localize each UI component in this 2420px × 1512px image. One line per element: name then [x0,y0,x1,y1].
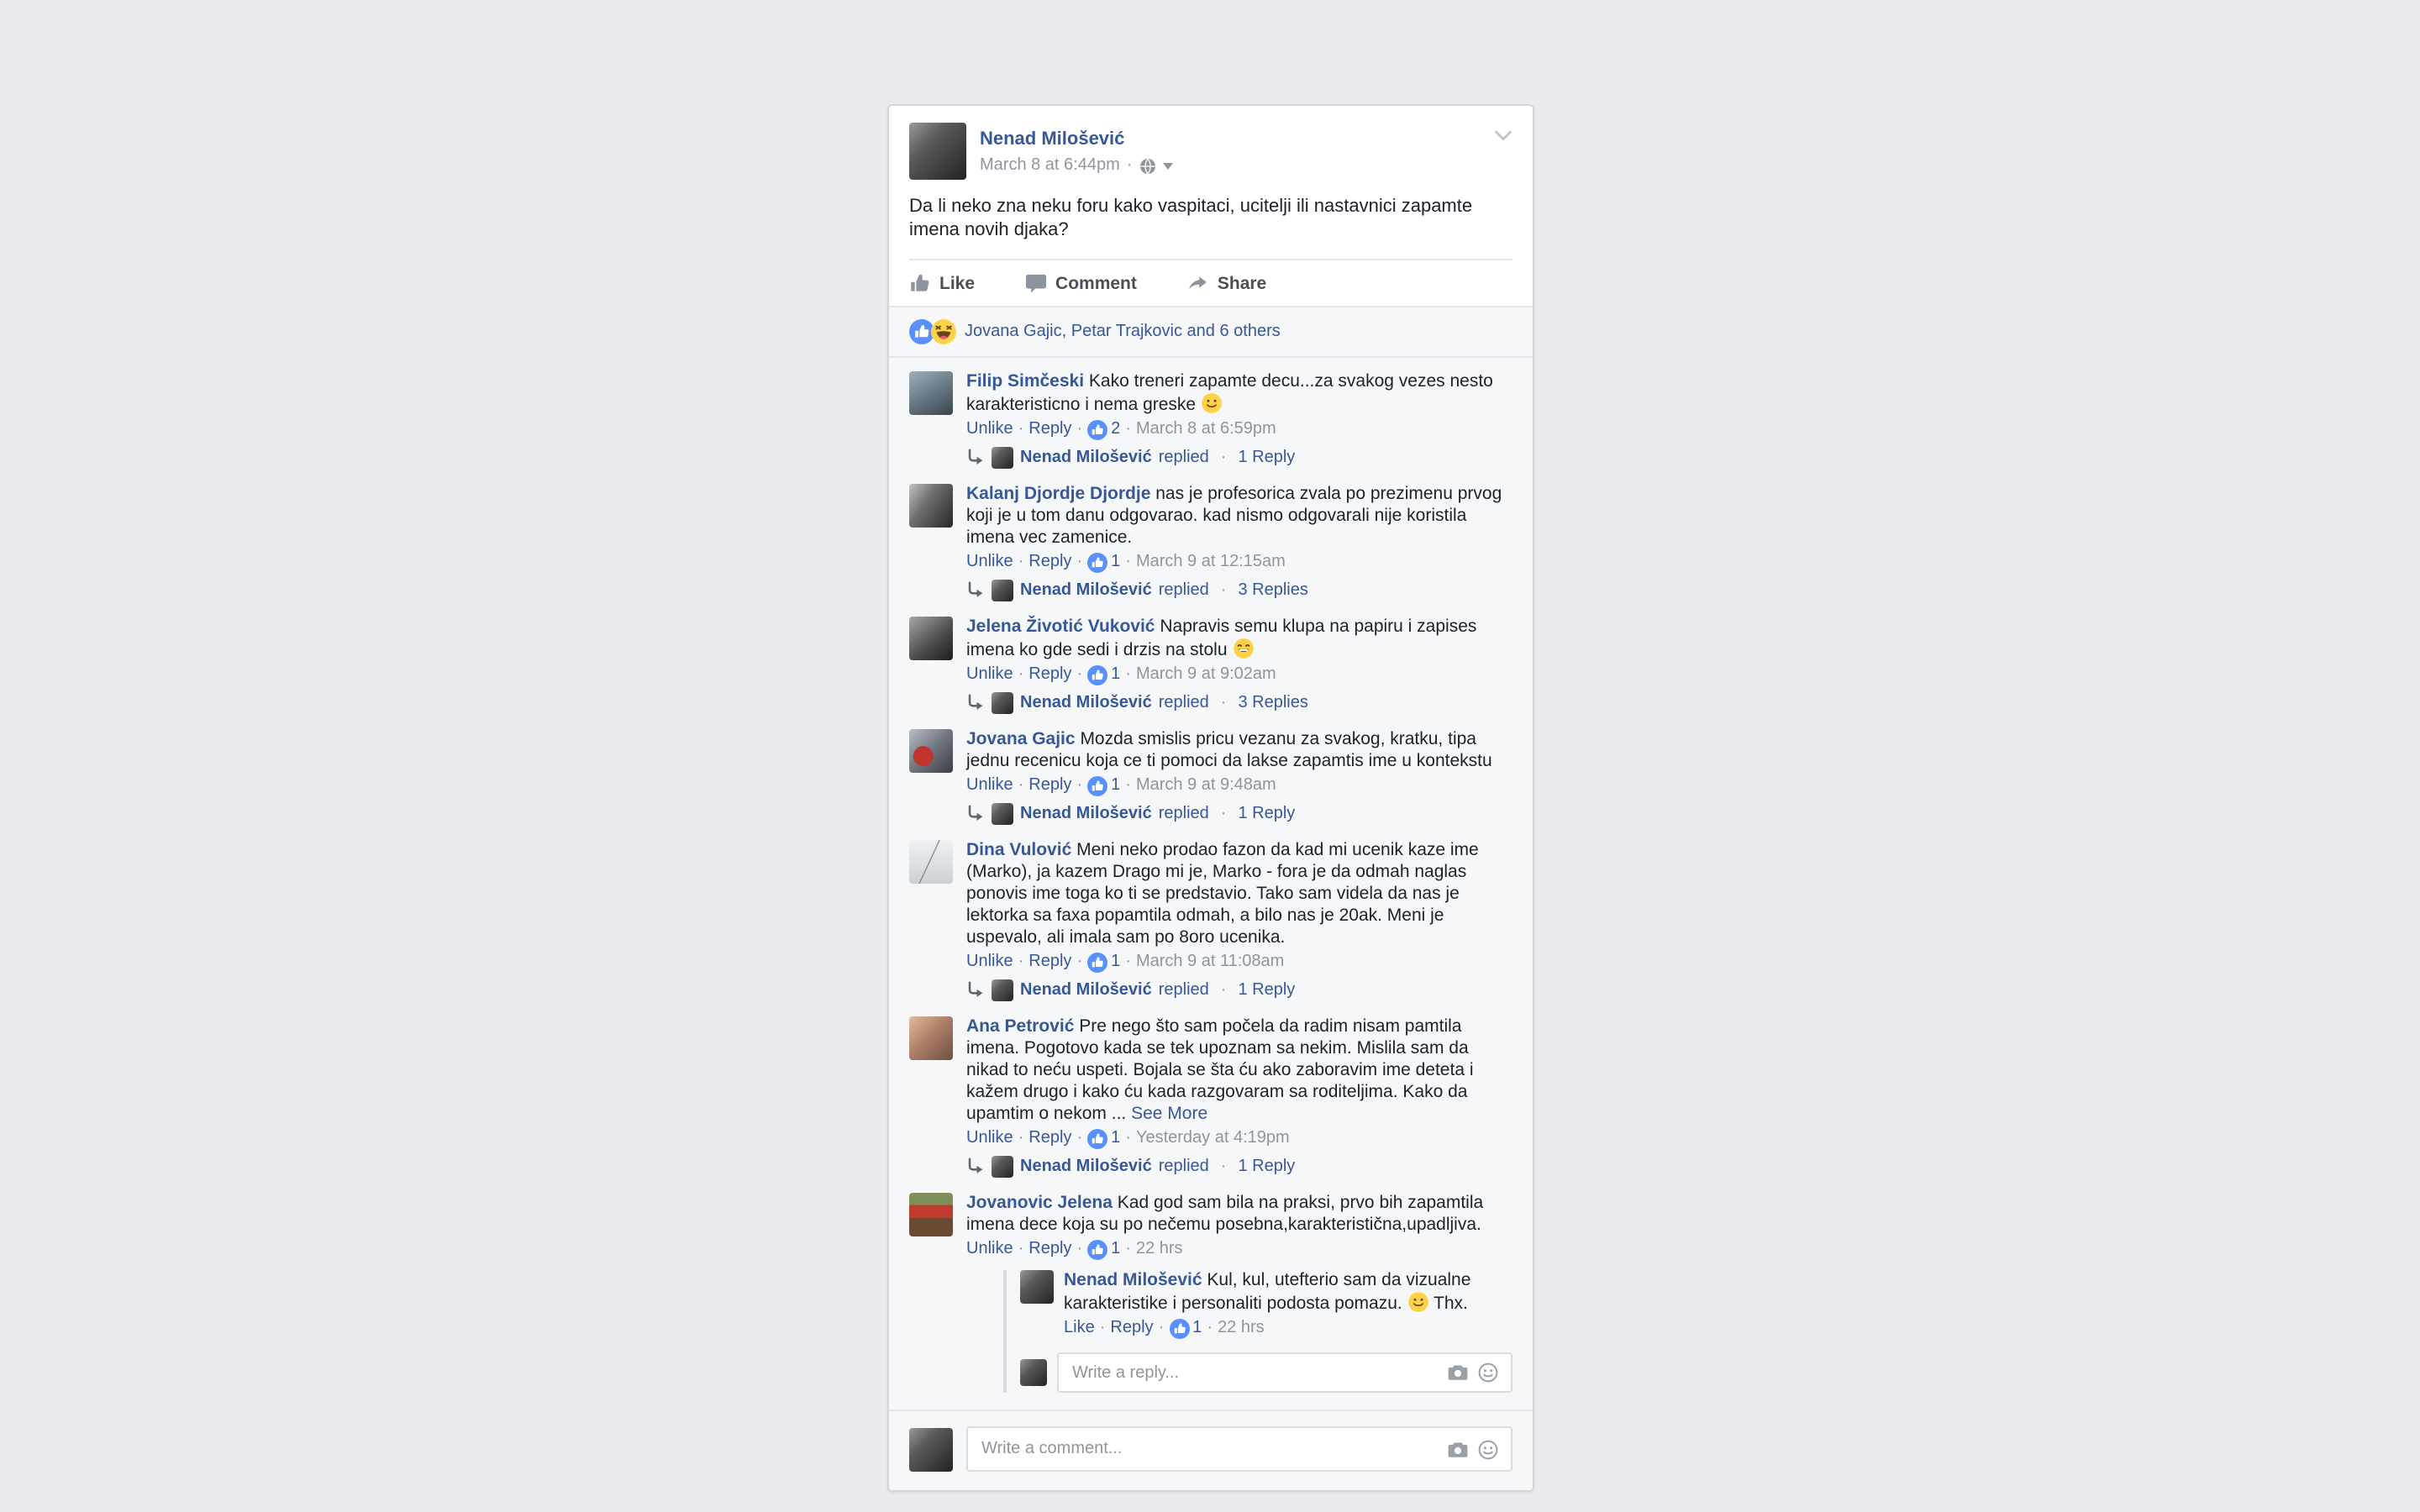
post-header [909,123,1512,180]
like-badge-icon[interactable] [1087,1240,1107,1260]
like-count[interactable]: 1 [1111,665,1121,684]
reply-count: 1 Reply [1238,449,1296,467]
like-count[interactable]: 1 [1192,1319,1202,1337]
comment-timestamp[interactable]: March 9 at 11:08am [1135,953,1285,971]
reply-preview[interactable]: Nenad Milošević replied · 3 Replies [966,692,1512,714]
comment-timestamp[interactable]: March 9 at 9:48am [1135,776,1276,795]
reply-arrow-icon [966,581,985,600]
comment-action-row: Unlike · Reply · 1 · March 9 at 9:02am [966,665,1276,684]
globe-icon [1139,157,1155,174]
post-author-avatar[interactable] [909,123,966,180]
reply-link[interactable]: Reply [1028,776,1072,795]
like-badge-icon[interactable] [1087,665,1107,685]
haha-reaction-icon [931,319,956,344]
replier-avatar [992,803,1013,825]
replier-avatar [992,1156,1013,1178]
facebook-post-card [887,104,1534,1492]
post-text: Da li neko zna neku foru kako vaspitaci, ucitelji ili nastavnici zapamte imena novih djaka? [909,197,1473,240]
reply-composer [1020,1352,1512,1393]
reply-text: Nenad Milošević Kul, kul, utefterio sam da vizualne karakteristike i personaliti podosta pomazu. Thx. [1064,1270,1471,1314]
reply-link[interactable]: Reply [1028,953,1072,971]
reply-count: 3 Replies [1238,581,1308,600]
like-count[interactable]: 1 [1111,1240,1121,1258]
like-badge-icon[interactable] [1169,1319,1189,1339]
comment-action-row: Unlike · Reply · 2 · March 8 at 6:59pm [966,420,1276,438]
reply-preview[interactable]: Nenad Milošević replied · 1 Reply [966,979,1512,1001]
post-timestamp[interactable]: March 8 at 6:44pm [980,156,1120,175]
unlike-link[interactable]: Unlike [966,1129,1013,1147]
like-button[interactable]: Like [909,272,975,294]
commenter-avatar[interactable] [909,1016,953,1060]
like-badge-icon[interactable] [1087,553,1107,573]
comment-row [909,1193,1512,1410]
comment-timestamp[interactable]: March 9 at 9:02am [1135,665,1276,684]
reply-action-row: Like · Reply · 1 · 22 hrs [1064,1319,1265,1337]
reply-arrow-icon [966,694,985,712]
commenter-avatar[interactable] [909,729,953,773]
comment-timestamp[interactable]: 22 hrs [1135,1240,1183,1258]
camera-icon[interactable] [1447,1438,1469,1460]
comment-row [909,1016,1512,1178]
comment-text: Filip Simčeski Kako treneri zapamte decu...za svakog vezes nesto karakteristicno i nema greske [966,371,1493,415]
like-count[interactable]: 1 [1111,1129,1121,1147]
chevron-down-icon[interactable] [1162,162,1172,169]
comment-text: Ana Petrović Pre nego što sam počela da radim nisam pamtila imena. Pogotovo kada se tek upoznam sa nekim. Mislila sam da nikad to neću uspeti. Bojala se šta ću ako zaboravim ime deteta i kažem drugo i kako ću kada razgovaram sa roditeljima. Kako da upamtim o nekom ... See More [966,1016,1474,1124]
reply-arrow-icon [966,805,985,823]
comment-text: Jelena Životić Vuković Napravis semu klupa na papiru i zapises imena ko gde sedi i drzis na stolu [966,617,1477,660]
comment-input[interactable] [966,1426,1512,1472]
comment-row [909,729,1512,825]
reply-link[interactable]: Reply [1028,1129,1072,1147]
commenter-avatar[interactable] [909,484,953,528]
dot-separator: · [1126,156,1133,175]
reply-author-link[interactable]: Nenad Milošević [1064,1270,1202,1290]
reply-link[interactable]: Reply [1028,553,1072,571]
reply-arrow-icon [966,981,985,1000]
replier-avatar [992,580,1013,601]
comment-text: Kalanj Djordje Djordje nas je profesorica zvala po prezimenu prvog koji je u tom danu odgovarao. kad nismo odgovarali nije koristila imena vec zamenice. [966,484,1502,548]
comment-row [909,371,1512,469]
like-count[interactable]: 1 [1111,953,1121,971]
unlike-link[interactable]: Unlike [966,776,1013,795]
commenter-avatar[interactable] [909,371,953,415]
comment-author-link[interactable]: Jovana Gajic [966,729,1076,749]
like-count[interactable]: 1 [1111,776,1121,795]
reply-preview[interactable]: Nenad Milošević replied · 1 Reply [966,447,1512,469]
comment-action-row: Unlike · Reply · 1 · March 9 at 9:48am [966,776,1276,795]
commenter-avatar[interactable] [909,1193,953,1236]
unlike-link[interactable]: Unlike [966,1240,1013,1258]
reply-preview[interactable]: Nenad Milošević replied · 1 Reply [966,1156,1512,1178]
reply-link[interactable]: Reply [1028,420,1072,438]
reply-link[interactable]: Reply [1028,665,1072,684]
comment-button[interactable]: Comment [1025,272,1137,294]
post-section [889,106,1533,306]
slight-smile-emoji [1202,393,1223,413]
comment-author-link[interactable]: Jovanovic Jelena [966,1193,1113,1213]
comment-row [909,617,1512,714]
comment-author-link[interactable]: Dina Vulović [966,840,1072,860]
comment-timestamp[interactable]: March 9 at 12:15am [1135,553,1286,571]
commenter-avatar[interactable] [909,840,953,884]
reply-arrow-icon [966,1158,985,1176]
comment-list [889,358,1533,1410]
like-badge-icon[interactable] [1087,953,1107,973]
post-action-bar [909,259,1512,306]
unlike-link[interactable]: Unlike [966,553,1013,571]
comment-action-row: Unlike · Reply · 1 · Yesterday at 4:19pm [966,1129,1290,1147]
comment-area [889,306,1533,1490]
reply-count: 1 Reply [1238,805,1296,823]
share-button[interactable]: Share [1187,272,1266,294]
nested-reply [1020,1270,1512,1339]
replier-avatar [992,979,1013,1001]
post-options-chevron-icon[interactable] [1494,129,1512,141]
like-badge-icon[interactable] [1087,420,1107,440]
post-author-link[interactable]: Nenad Milošević [980,129,1125,150]
comment-composer [889,1410,1533,1490]
slight-smile-emoji [1409,1292,1429,1312]
reply-link[interactable]: Reply [1110,1319,1154,1337]
replier-avatar [992,692,1013,714]
grin-emoji [1234,638,1254,659]
unlike-link[interactable]: Unlike [966,420,1013,438]
comment-text: Jovana Gajic Mozda smislis pricu vezanu za svakog, kratku, tipa jednu recenicu koja ce ti pomoci da lakse zapamtis ime u kontekstu [966,729,1492,771]
comment-action-row: Unlike · Reply · 1 · March 9 at 12:15am [966,553,1286,571]
emoji-picker-icon[interactable] [1477,1362,1499,1383]
comment-author-link[interactable]: Filip Simčeski [966,371,1085,391]
commenter-avatar[interactable] [909,617,953,660]
comment-bubble-icon [1025,272,1047,294]
comment-action-row: Unlike · Reply · 1 · March 9 at 11:08am [966,953,1285,971]
comment-text: Jovanovic Jelena Kad god sam bila na praksi, prvo bih zapamtila imena dece koja su po nečemu posebna,karakteristična,upadljiva. [966,1193,1484,1235]
reply-count: 1 Reply [1238,981,1296,1000]
reply-timestamp[interactable]: 22 hrs [1218,1319,1265,1337]
like-count[interactable]: 2 [1111,420,1121,438]
like-badge-icon[interactable] [1087,1129,1107,1149]
reply-count: 3 Replies [1238,694,1308,712]
comment-author-link[interactable]: Kalanj Djordje Djordje [966,484,1151,504]
unlike-link[interactable]: Unlike [966,953,1013,971]
reply-link[interactable]: Reply [1028,1240,1072,1258]
current-user-avatar [1020,1359,1047,1386]
comment-row [909,840,1512,1001]
camera-icon[interactable] [1447,1362,1469,1383]
comment-row [909,484,1512,601]
reply-preview[interactable]: Nenad Milošević replied · 1 Reply [966,803,1512,825]
reply-preview[interactable]: Nenad Milošević replied · 3 Replies [966,580,1512,601]
emoji-picker-icon[interactable] [1477,1438,1499,1460]
like-count[interactable]: 1 [1111,553,1121,571]
comment-action-row: Unlike · Reply · 1 · 22 hrs [966,1240,1183,1258]
reaction-summary-text[interactable]: Jovana Gajic, Petar Trajkovic and 6 others [965,323,1281,341]
reply-author-avatar[interactable] [1020,1270,1054,1304]
reaction-summary[interactable] [889,307,1533,358]
like-thumb-icon [909,272,931,294]
reply-arrow-icon [966,449,985,467]
comment-timestamp[interactable]: Yesterday at 4:19pm [1135,1129,1290,1147]
reply-thread [1003,1270,1512,1393]
share-arrow-icon [1187,272,1209,294]
like-link[interactable]: Like [1064,1319,1095,1337]
reply-input[interactable] [1057,1352,1512,1393]
reply-count: 1 Reply [1238,1158,1296,1176]
current-user-avatar [909,1427,953,1471]
see-more-link[interactable]: See More [1131,1104,1208,1124]
comment-timestamp[interactable]: March 8 at 6:59pm [1135,420,1276,438]
like-badge-icon[interactable] [1087,776,1107,796]
replier-avatar [992,447,1013,469]
comment-author-link[interactable]: Jelena Životić Vuković [966,617,1155,637]
comment-text: Dina Vulović Meni neko prodao fazon da kad mi ucenik kaze ime (Marko), ja kazem Drago mi je, Marko - fora je da odmah naglas ponovis ime toga ko ti se predstavio. Tako sam videla da nas je lektorka sa faxa popamtila odmah, a bilo nas je 20ak. Meni je uspevalo, ali imala sam po 8oro ucenika. [966,840,1479,948]
unlike-link[interactable]: Unlike [966,665,1013,684]
comment-author-link[interactable]: Ana Petrović [966,1016,1075,1037]
